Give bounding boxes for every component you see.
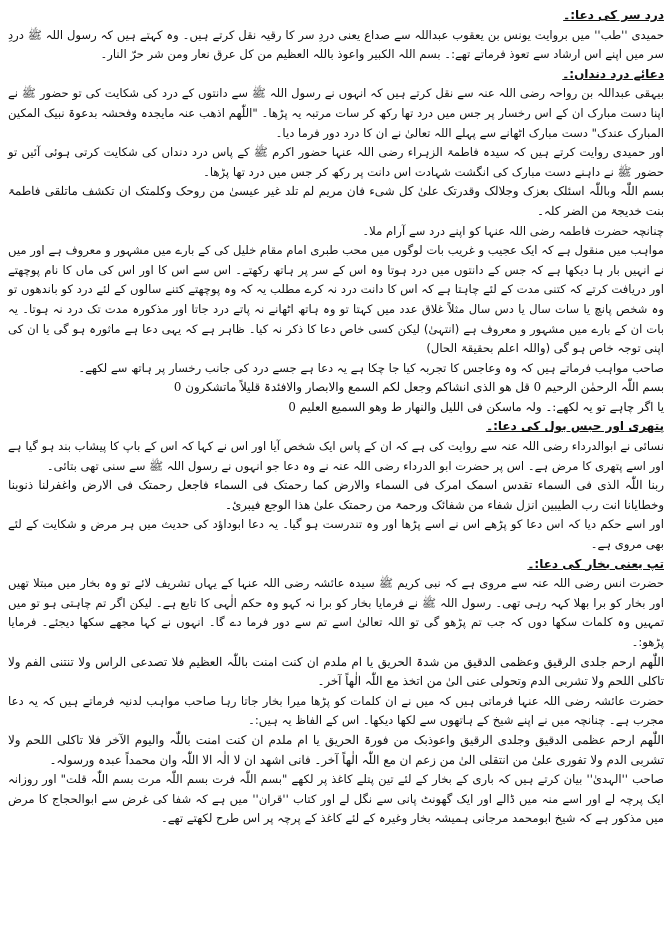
paragraph: صاحب مواہب فرماتے ہیں کہ وہ وعاجس کا تجربہ کیا جا چکا ہے یہ دعا ہے جسے درد کی جانب رخسار پر ہاتھ سے لکھے۔ xyxy=(78,360,664,375)
section-heading: پتھری اور حبس بول کی دعا:۔ xyxy=(486,419,664,434)
arabic-supplication: ربنا اللّٰہ الذی فی السماء تقدس اسمک امرک فی السماء والارض کما رحمتک فی السماء فاجعل رحمتک فی الارض واغفرلنا ذنوبنا وخطایانا انت رب الطیبین انزل شفاء من شفائک ورحمۃ من رحمتک علیٰ ھذا الوجع فیبرئ۔ xyxy=(8,478,664,512)
arabic-supplication: بسم اللّٰہ وباللّٰہ اسئلک بعزک وجلالک وقدرتک علیٰ کل شیء فان مریم لم تلد غیر عیسیٰ من روحک وکلمتک ان تکشف ماتلقی فاطمۃ بنت خدیجۃ من الضر کلہ۔ xyxy=(8,184,664,218)
paragraph: نسائی نے ابوالدرداء رضی اللہ عنہ سے روایت کی ہے کہ ان کے پاس ایک شخص آیا اور اس نے کہا کہ اس کے باپ کا پیشاب بند ہو گیا ہے اور اسے پتھری کا مرض ہے۔ اس پر حضرت ابو الدرداء رضی اللہ عنہ نے وہ دعا جو انہوں نے رسول اللہ ﷺ سے سنی تھی بتائی۔ xyxy=(8,439,664,473)
section-heading: دعائے درد دنداں:۔ xyxy=(562,66,664,81)
arabic-supplication: اللّٰھم ارحم عظمی الدقیق وجلدی الرقیق واعوذبک من فورۃ الحریق یا ام ملدم ان کنت امنت باللّٰہ والیوم الآخر فلا تاکلی اللحم ولا تشربی الدم ولا تفوری علیٰ من انتقلی الیٰ من زعم ان مع اللّٰہ الٰھاً آخر۔ فانی اشھد ان لا الٰہ الا اللّٰہ وان محمداً عبدہ ورسولہ۔ xyxy=(8,732,664,767)
arabic-supplication: اللّٰھم ارحم جلدی الرقیق وعظمی الدقیق من شدۃ الحریق یا ام ملدم ان کنت امنت باللّٰہ العظیم فلا تصدعی الراس ولا تنتنی الفم ولا تاکلی اللحم ولا تشربی الدم وتحولی عنی الیٰ من اتخذ مع اللّٰہ الٰھاً آخر۔ xyxy=(8,654,664,689)
paragraph: صاحب ''الہدیٰ'' بیان کرتے ہیں کہ باری کے بخار کے لئے تین پتلے کاغذ پر لکھے "بسم اللّٰہ فرت بسم اللّٰہ مرت بسم اللّٰہ قلت" اور روزانہ ایک پرچہ لے اور اسے منہ میں ڈالے اور ایک گھونٹ پانی سے نگل لے اور کتاب ''قران'' میں ہے کہ شفا کی غرض سے ابوالحجاج کا مرض میں مذکور ہے کہ شیخ ابومحمد مرجانی ہمیشہ بخار وغیرہ کے لئے کاغذ کے پرچہ پر اس طرح لکھتے تھے۔ xyxy=(8,772,664,826)
paragraph: بیہقی عبداللہ بن رواحہ رضی اللہ عنہ سے نقل کرتے ہیں کہ انہوں نے رسول اللہ ﷺ سے دانتوں کے درد کی شکایت کی تو حضور ﷺ نے اپنا دست مبارک ان کے اس رخسار پر جس میں درد تھا رکھ کر سات مرتبہ یہ پڑھا۔ "اللّٰھم اذھب عنہ مایجدہ وفحشہ بدعوۃ نبیک المکین المبارک عندک" دست مبارک اٹھانے سے پہلے اللہ تعالیٰ نے ان کا درد دور فرما دیا۔ xyxy=(8,86,664,140)
paragraph: چنانچہ حضرت فاطمہ رضی اللہ عنہا کو اپنے درد سے آرام ملا۔ xyxy=(362,223,664,238)
paragraph: اور اسے حکم دیا کہ اس دعا کو پڑھے اس نے اسے پڑھا اور وہ تندرست ہو گیا۔ یہ دعا ابوداؤد کی حدیث میں ہر مرض و شکایت کے لئے بھی مروی ہے۔ xyxy=(8,517,664,552)
paragraph: مواہب میں منقول ہے کہ ایک عجیب و غریب بات لوگوں میں محب طبری امام مقام خلیل کی کے بارے میں مشہور و معروف ہے اور میں نے انہیں بار ہا دیکھا ہے کہ جس کے دانتوں میں درد ہوتا وہ اس کے سر پر ہاتھ رکھتے۔ اس سے اس کا اور اس کی ماں کا نام پوچھتے اور دریافت کرتے کہ کتنی مدت کے لئے چاہتا ہے کہ اس کا دانت درد نہ کرے مطلب یہ کہ وہ پوچھتے کتنے سالوں کے لئے درد کو باندھوں تو وہ شخص پانچ یا سات سال یا دس سال مثلاً غلاق عدد میں کہتا تو وہ ہاتھ اٹھانے نہ پاتے درد جاتا اور مذکورہ مدت تک درد نہ ہوتا۔ یہ بات ان کے بارے میں مشہور و معروف ہے (انتہیٰ) لیکن کسی خاص دعا کا ذکر نہ کیا۔ ظاہر ہے کہ یہی دعا ہے ماثورہ ہو گی یا ان کی اپنی توجہ خاص ہو گی (واللہ اعلم بحقیقۃ الحال) xyxy=(8,243,664,356)
paragraph: حمیدی ''طب'' میں بروایت یونس بن یعقوب عبداللہ سے صداع یعنی دردِ سر کا رقیہ نقل کرتے ہیں۔ وہ کہتے ہیں کہ رسول اللہ ﷺ دردِ سر میں اپنے اس ارشاد سے تعوذ فرماتے تھے:۔ بسم اللہ الکبیر واعوذ باللہ العظیم من کل عرق نعار ومن شر حرّ النار۔ xyxy=(8,27,664,62)
paragraph: اور حمیدی روایت کرتے ہیں کہ سیدہ فاطمۃ الزہراء رضی اللہ عنہا حضور اکرم ﷺ کے پاس درد دنداں کی شکایت کرتی ہوئی آئیں تو حضور ﷺ نے داہنے دست مبارک کی انگشت شہادت اس دانت پر رکھ کر جس میں درد تھا پڑھا۔ xyxy=(8,145,664,179)
paragraph: حضرت انس رضی اللہ عنہ سے مروی ہے کہ نبی کریم ﷺ سیدہ عائشہ رضی اللہ عنہا کے یہاں تشریف لائے تو وہ بخار میں مبتلا تھیں اور بخار کو برا بھلا کہہ رہی تھی۔ رسول اللہ ﷺ نے فرمایا بخار کو برا نہ کہو وہ حکم الٰہی کا تابع ہے۔ لیکن اگر تم چاہتی ہو تو میں تمہیں وہ کلمات سکھا دوں کہ جب تم پڑھو گی تو اللہ تعالیٰ اسے تم سے دور فرما دے گا۔ انہوں نے کہا مجھے سکھا دیجئے۔ فرمایا پڑھو:۔ xyxy=(8,576,664,649)
arabic-supplication: یا اگر چاہے تو یہ لکھے:۔ ولہ ماسکن فی اللیل والنھار ط وھو السمیع العلیم 0 xyxy=(288,399,664,414)
section-heading: درد سر کی دعا:۔ xyxy=(563,8,664,22)
arabic-supplication: بسم اللّٰہ الرحمٰن الرحیم 0 قل ھو الذی انشاکم وجعل لکم السمع والابصار والافئدۃ قلیلاً ماتشکرون 0 xyxy=(173,380,664,395)
section-heading: تپ یعنی بخار کی دعا:۔ xyxy=(527,556,664,571)
paragraph: حضرت عائشہ رضی اللہ عنہا فرماتی ہیں کہ میں نے ان کلمات کو پڑھا میرا بخار جاتا رہا صاحب مواہب لدنیہ فرماتے ہیں کہ یہ دعا مجرب ہے۔ چنانچہ میں نے اپنے شیخ کے ہاتھوں سے لکھا دیکھا۔ اس کے الفاظ یہ ہیں:۔ xyxy=(8,693,664,728)
